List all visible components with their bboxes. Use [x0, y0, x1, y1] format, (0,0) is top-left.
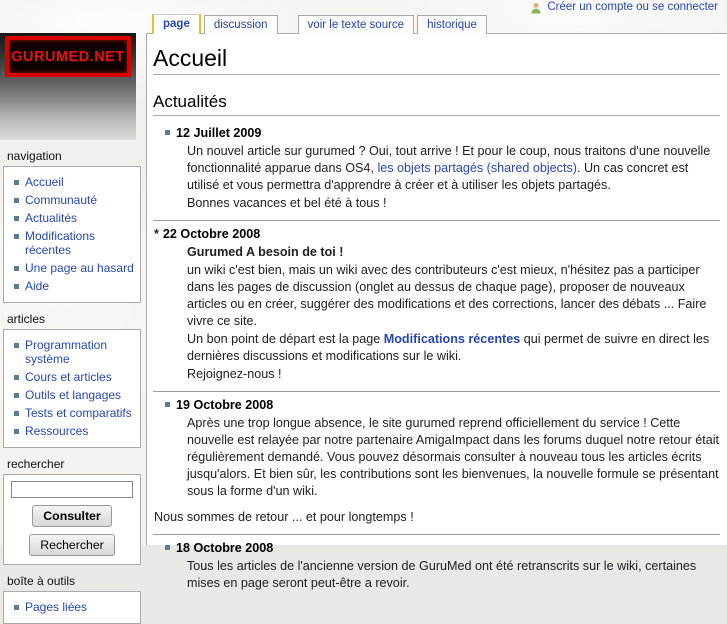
news-entry-12-juillet-2009: [153, 125, 720, 212]
news-text: un wiki c'est bien, mais un wiki avec des contributeurs c'est mieux, n'hésitez pas a participer dans les pages de discussion (onglet au dessus de chaque page), proposer de nouveaux articles ou en créer, suggérer des modifications et des corrections, lancer des débats ... Faire vivre ce site.: [187, 263, 707, 328]
sidebar-link-pages-liees[interactable]: Pages liées: [25, 600, 88, 614]
square-bullet-icon: [14, 180, 19, 185]
sidebar-item-cours-et-articles[interactable]: [4, 368, 138, 386]
rechercher-button[interactable]: Rechercher: [29, 534, 115, 556]
news-entry-header: [153, 540, 720, 557]
news-paragraph: [187, 415, 720, 500]
news-text: Tous les articles de l'ancienne version de GuruMed ont été retranscrits sur le wiki, certaines mises en page seront peut-être a revoir.: [187, 559, 697, 590]
square-bullet-icon: [14, 375, 19, 380]
news-date: 19 Octobre 2008: [176, 398, 274, 412]
asterisk-bullet: *: [154, 227, 159, 241]
news-entry-19-octobre-2008: [153, 397, 720, 500]
consulter-button[interactable]: Consulter: [32, 505, 111, 527]
portlet-navigation: [3, 149, 141, 303]
sidebar-item-pages-liees[interactable]: [4, 598, 138, 616]
square-bullet-icon: [14, 429, 19, 434]
portlet-title-articles: articles: [7, 312, 46, 326]
portlet-toolbox: [3, 574, 141, 624]
logo-frame: [5, 36, 131, 77]
sidebar-item-accueil[interactable]: [4, 173, 138, 191]
news-divider: [153, 391, 720, 392]
sidebar-item-outils-et-langages[interactable]: [4, 386, 138, 404]
tab-voir-le-texte-source[interactable]: voir le texte source: [298, 15, 415, 34]
square-bullet-icon: [165, 545, 170, 550]
news-date: 18 Octobre 2008: [176, 541, 274, 555]
page-title: Accueil: [153, 45, 720, 75]
portlet-box-navigation: [3, 166, 141, 303]
news-date: 12 Juillet 2009: [176, 126, 262, 140]
news-paragraph: [187, 143, 720, 194]
portlet-articles: [3, 312, 141, 448]
sidebar-item-ressources[interactable]: [4, 422, 138, 440]
portlet-title-navigation: navigation: [7, 149, 62, 163]
sidebar-link-tests-et-comparatifs[interactable]: Tests et comparatifs: [25, 406, 132, 420]
square-bullet-icon: [14, 198, 19, 203]
square-bullet-icon: [14, 266, 19, 271]
sidebar-link-modifications-recentes[interactable]: Modifications récentes: [25, 229, 96, 257]
portlet-title-rechercher: rechercher: [7, 457, 65, 471]
news-text: . Un cas concret est utilisé et vous permettra d'apprendre à créer et à utiliser les objets partagés.: [187, 161, 689, 192]
sidebar-item-modifications-recentes[interactable]: [4, 227, 138, 259]
news-divider: [153, 534, 720, 535]
news-divider: [153, 220, 720, 221]
sidebar-link-cours-et-articles[interactable]: Cours et articles: [25, 370, 112, 384]
square-bullet-icon: [14, 234, 19, 239]
portlet-rechercher: [3, 457, 141, 565]
sidebar-item-tests-et-comparatifs[interactable]: [4, 404, 138, 422]
news-text: Rejoignez-nous !: [187, 367, 282, 381]
news-text: Un nouvel article sur gurumed ? Oui, tout arrive ! Et pour le coup, nous traitons d'une nouvelle fonctionnalité apparue dans OS4,: [187, 144, 711, 175]
news-entry-header: [153, 226, 720, 243]
news-closing-line: Nous sommes de retour ... et pour longtemps !: [154, 510, 414, 524]
site-logo[interactable]: [0, 33, 136, 140]
sidebar-link-aide[interactable]: Aide: [25, 279, 50, 293]
news-entry-header: [153, 397, 720, 414]
tab-page[interactable]: page: [152, 14, 201, 34]
news-entry-header: [153, 125, 720, 142]
news-entry-22-octobre-2008: [153, 226, 720, 383]
news-paragraph: [187, 558, 720, 592]
news-text: Après une trop longue absence, le site gurumed reprend officiellement du service ! Cette nouvelle est relayée par notre partenaire AmigaImpact dans les forums duquel notre retour était régulièrement demandé. Vous pouvez désormais consulter à nouveau tous les articles écrits jusqu'alors. Et bien sûr, les contributions sont les bienvenues, la nouvelle formule se présentant sous la forme d'un wiki.: [187, 416, 720, 498]
news-entry-body: [187, 415, 720, 500]
square-bullet-icon: [14, 284, 19, 289]
create-account-login-link[interactable]: Créer un compte ou se connecter: [547, 1, 718, 13]
news-text: Un bon point de départ est la page: [187, 332, 384, 346]
news-entry-title: Gurumed A besoin de toi !: [187, 245, 344, 259]
portlet-title-toolbox: boîte à outils: [7, 574, 76, 588]
square-bullet-icon: [14, 411, 19, 416]
square-bullet-icon: [14, 393, 19, 398]
square-bullet-icon: [14, 605, 19, 610]
news-date: 22 Octobre 2008: [162, 227, 261, 241]
sidebar-item-actualites[interactable]: [4, 209, 138, 227]
sidebar-link-une-page-au-hasard[interactable]: Une page au hasard: [25, 261, 134, 275]
sidebar-item-une-page-au-hasard[interactable]: [4, 259, 138, 277]
sidebar-item-aide[interactable]: [4, 277, 138, 295]
sidebar-link-outils-et-langages[interactable]: Outils et langages: [25, 388, 122, 402]
news-entry-18-octobre-2008: [153, 540, 720, 592]
tab-discussion[interactable]: discussion: [204, 15, 278, 34]
sidebar: [0, 0, 146, 614]
news-paragraph: [187, 195, 720, 212]
sidebar-link-programmation-systeme[interactable]: Programmation système: [25, 338, 108, 366]
square-bullet-icon: [165, 130, 170, 135]
sidebar-link-accueil[interactable]: Accueil: [25, 175, 64, 189]
sidebar-link-ressources[interactable]: Ressources: [25, 424, 89, 438]
logo-text: GURUMED.NET: [11, 48, 125, 65]
personal-bar: [530, 1, 718, 13]
sidebar-link-actualites[interactable]: Actualités: [25, 211, 78, 225]
square-bullet-icon: [165, 402, 170, 407]
page-tabs: [152, 14, 490, 34]
news-entry-body: [187, 244, 720, 383]
sidebar-portlets: [0, 149, 146, 624]
tab-historique[interactable]: historique: [417, 15, 487, 34]
section-heading-actualites: Actualités: [153, 92, 720, 116]
news-paragraph: [187, 366, 720, 383]
news-entry-body: [187, 143, 720, 212]
news-entry-body: [187, 558, 720, 592]
search-box: [3, 474, 141, 565]
news-paragraph: [187, 331, 720, 365]
news-text: qui permet de suivre en direct les dernières discussions et modifications sur le wiki.: [187, 332, 710, 363]
portlet-box-articles: [3, 329, 141, 448]
square-bullet-icon: [14, 216, 19, 221]
portlet-box-toolbox: [3, 591, 141, 624]
news-paragraph: [187, 262, 720, 330]
square-bullet-icon: [14, 343, 19, 348]
inline-link-les-objets-partages-shared-obj[interactable]: les objets partagés (shared objects): [377, 161, 577, 175]
news-text: Bonnes vacances et bel été à tous !: [187, 196, 387, 210]
sidebar-item-programmation-systeme[interactable]: [4, 336, 138, 368]
sidebar-link-communaute[interactable]: Communauté: [25, 193, 98, 207]
search-input[interactable]: [11, 481, 133, 498]
main-content: [146, 33, 727, 590]
user-icon: [530, 1, 542, 13]
inline-link-modifications-recentes[interactable]: Modifications récentes: [383, 332, 521, 346]
sidebar-item-communaute[interactable]: [4, 191, 138, 209]
news-list: [153, 125, 720, 592]
